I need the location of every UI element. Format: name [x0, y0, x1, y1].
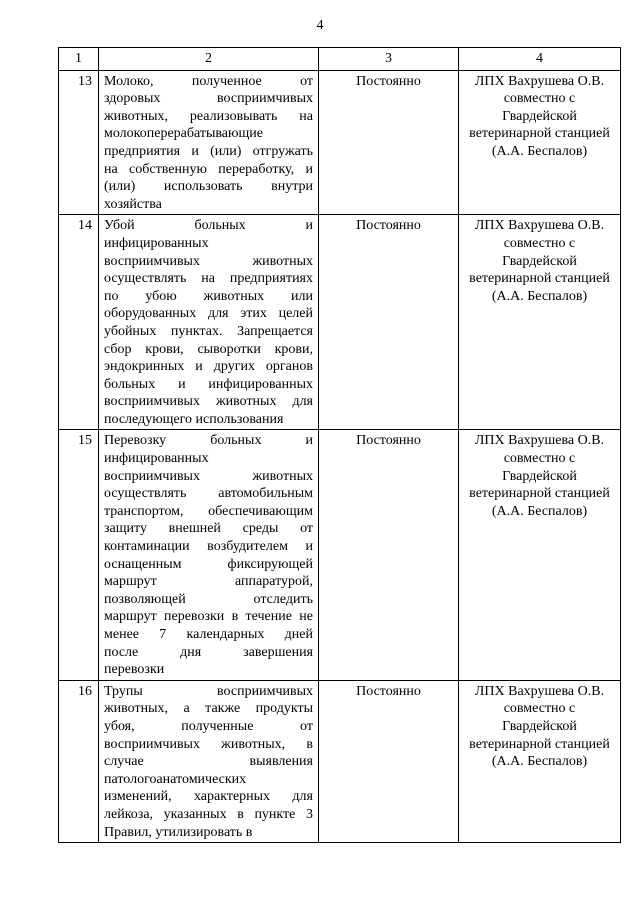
- description-line: случае выявления: [104, 754, 313, 770]
- description-line: животных, а также продукты: [104, 701, 313, 717]
- responsible-line: ЛПХ Вахрушева О.В.: [474, 683, 605, 699]
- description-line: лейкоза, указанных в пункте 3: [104, 806, 313, 822]
- description-line: осуществлять на предприятиях: [104, 271, 313, 287]
- column-header: 3: [319, 48, 459, 71]
- responsible-line: Гвардейской: [502, 718, 577, 734]
- description-line: инфицированных: [104, 451, 209, 467]
- table-row: [59, 70, 621, 215]
- description-line: после дня завершения: [104, 644, 313, 660]
- measures-table: [58, 47, 621, 843]
- responsible-line: ветеринарной станцией: [469, 271, 610, 287]
- responsible-line: совместно с: [503, 91, 576, 107]
- measure-description: [99, 70, 319, 215]
- description-line: последующего использования: [104, 411, 284, 427]
- column-header: 4: [459, 48, 621, 71]
- responsible-line: ЛПХ Вахрушева О.В.: [474, 218, 605, 234]
- description-line: по убою животных или: [104, 288, 313, 304]
- table-header-row: [59, 48, 621, 71]
- description-line: убоя, полученные от: [104, 718, 313, 734]
- responsible-party: [459, 215, 621, 430]
- measure-period: Постоянно: [319, 680, 459, 842]
- measure-period: Постоянно: [319, 430, 459, 680]
- responsible-line: (А.А. Беспалов): [491, 503, 588, 519]
- description-line: на собственную переработку, и: [104, 161, 313, 177]
- row-number: 13: [59, 70, 99, 215]
- responsible-party: [459, 70, 621, 215]
- responsible-line: ветеринарной станцией: [469, 486, 610, 502]
- description-line: восприимчивых животных для: [104, 394, 313, 410]
- responsible-line: ЛПХ Вахрушева О.В.: [474, 433, 605, 449]
- description-line: хозяйства: [104, 196, 162, 212]
- measure-description: [99, 215, 319, 430]
- description-line: маршрут перевозки в течение не: [104, 609, 313, 625]
- description-line: Перевозку больных и: [104, 433, 313, 449]
- description-line: предприятия и (или) отгружать: [104, 143, 313, 159]
- responsible-line: ЛПХ Вахрушева О.В.: [474, 73, 605, 89]
- description-line: оснащенным фиксирующей: [104, 556, 313, 572]
- description-line: позволяющей отследить: [104, 591, 313, 607]
- row-number: 16: [59, 680, 99, 842]
- responsible-line: Гвардейской: [502, 108, 577, 124]
- description-line: Трупы восприимчивых: [104, 683, 313, 699]
- description-line: патологоанатомических: [104, 771, 247, 787]
- description-line: оборудованных для этих целей: [104, 306, 313, 322]
- responsible-line: (А.А. Беспалов): [491, 754, 588, 770]
- description-line: Молоко, полученное от: [104, 73, 313, 89]
- responsible-line: Гвардейской: [502, 253, 577, 269]
- measure-period: Постоянно: [319, 215, 459, 430]
- description-line: эндокринных и других органов: [104, 359, 313, 375]
- description-line: защиту внешней среды от: [104, 521, 313, 537]
- measure-period: Постоянно: [319, 70, 459, 215]
- row-number: 14: [59, 215, 99, 430]
- description-line: маршрут аппаратурой,: [104, 574, 313, 590]
- description-line: (или) использовать внутри: [104, 179, 313, 195]
- responsible-line: ветеринарной станцией: [469, 126, 610, 142]
- description-line: сбор крови, сыворотки крови,: [104, 341, 313, 357]
- responsible-party: [459, 430, 621, 680]
- row-number: 15: [59, 430, 99, 680]
- description-line: восприимчивых животных: [104, 468, 313, 484]
- measure-description: [99, 680, 319, 842]
- description-line: перевозки: [104, 662, 165, 678]
- table-row: [59, 430, 621, 680]
- responsible-line: совместно с: [503, 451, 576, 467]
- description-line: контаминации возбудителем и: [104, 539, 313, 555]
- table-row: [59, 680, 621, 842]
- description-line: животных, реализовывать на: [104, 108, 313, 124]
- description-line: Убой больных и: [104, 218, 313, 234]
- page-number: 4: [316, 18, 324, 33]
- description-line: менее 7 календарных дней: [104, 627, 313, 642]
- description-line: молокоперерабатывающие: [104, 126, 263, 142]
- responsible-line: совместно с: [503, 701, 576, 717]
- description-line: убойных пунктах. Запрещается: [104, 323, 313, 339]
- description-line: восприимчивых животных: [104, 253, 313, 269]
- description-line: изменений, характерных для: [104, 789, 313, 805]
- description-line: транспортом, обеспечивающим: [104, 503, 313, 519]
- description-line: инфицированных: [104, 235, 209, 251]
- description-line: восприимчивых животных, в: [104, 736, 313, 752]
- table-row: [59, 215, 621, 430]
- description-line: здоровых восприимчивых: [104, 91, 313, 107]
- responsible-line: Гвардейской: [502, 468, 577, 484]
- description-line: осуществлять автомобильным: [104, 486, 313, 502]
- responsible-line: совместно с: [503, 235, 576, 251]
- column-header: 2: [99, 48, 319, 71]
- responsible-line: ветеринарной станцией: [469, 736, 610, 752]
- responsible-party: [459, 680, 621, 842]
- description-line: Правил, утилизировать в: [104, 824, 253, 840]
- column-header: 1: [59, 48, 99, 71]
- measure-description: [99, 430, 319, 680]
- responsible-line: (А.А. Беспалов): [491, 143, 588, 159]
- description-line: больных и инфицированных: [104, 376, 313, 392]
- responsible-line: (А.А. Беспалов): [491, 288, 588, 304]
